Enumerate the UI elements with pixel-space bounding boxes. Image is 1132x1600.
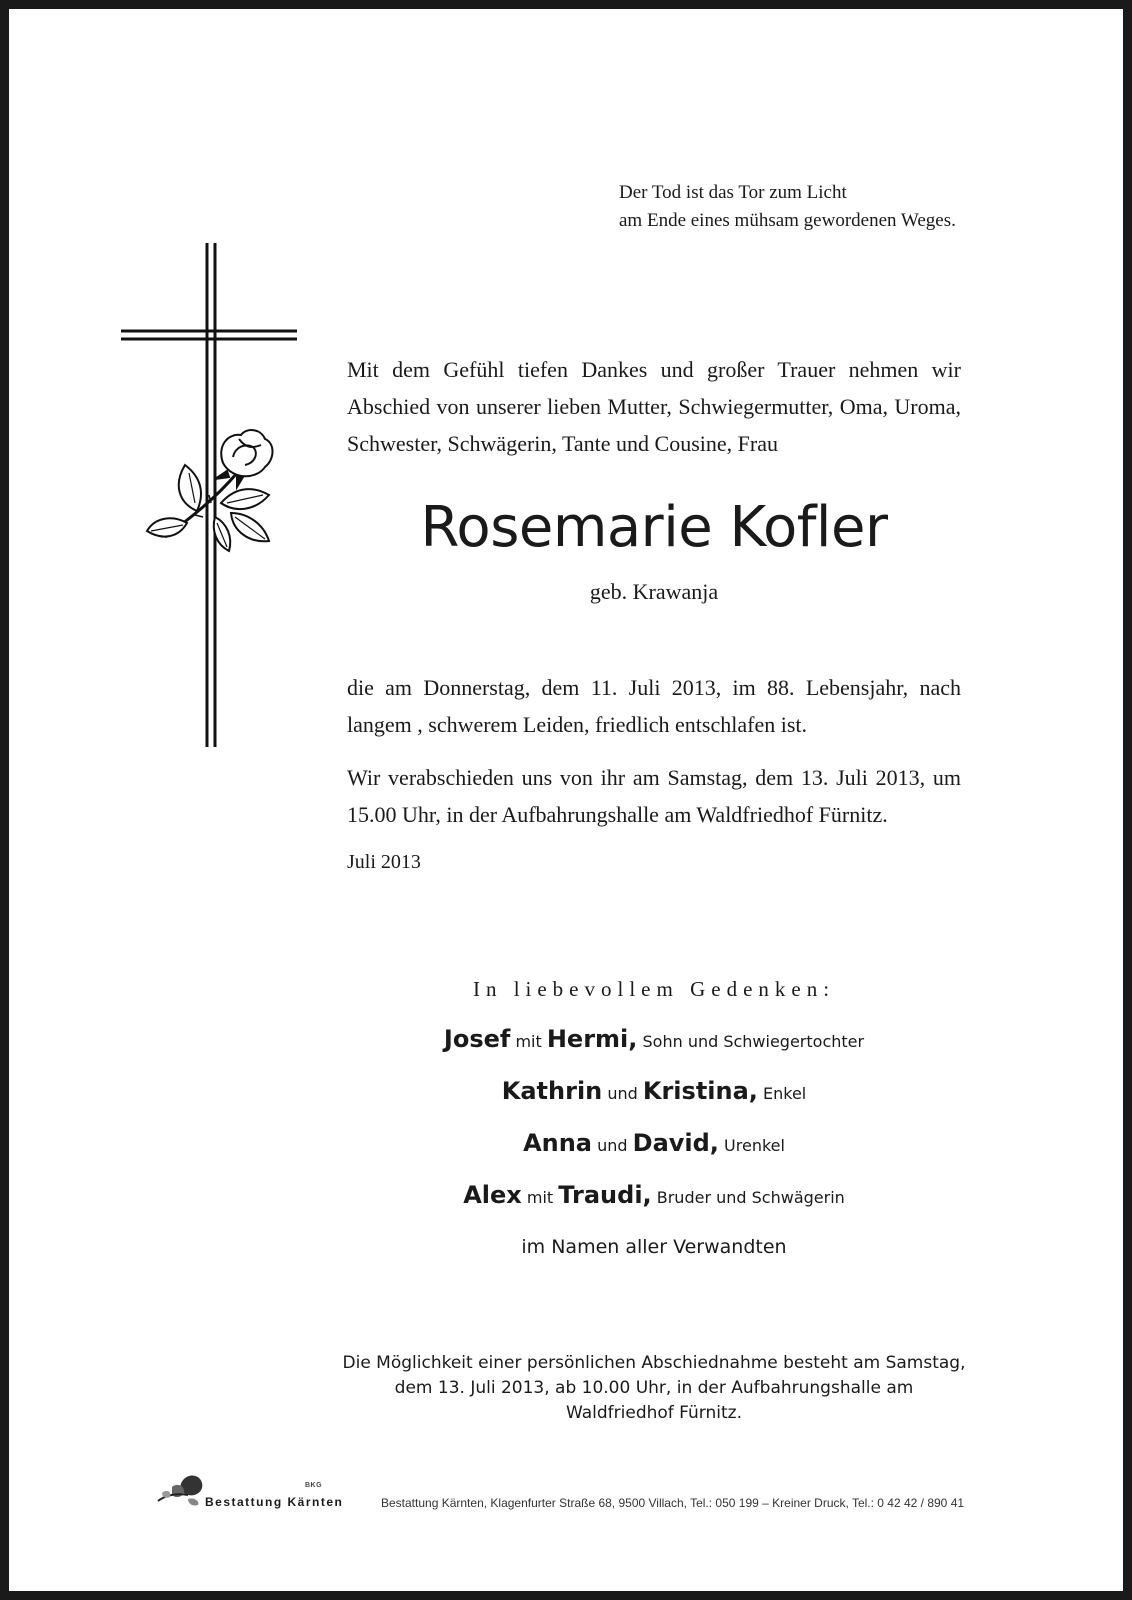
motto-line: am Ende eines mühsam gewordenen Weges. — [619, 210, 956, 231]
mourner-joiner: und — [597, 1136, 628, 1155]
gedenken-heading: In liebevollem Gedenken: — [472, 977, 836, 1001]
cross-with-rose — [119, 241, 309, 758]
mourner-first: Anna — [523, 1129, 593, 1157]
mourner-row — [309, 1175, 999, 1227]
logo-sub: BKG — [305, 1482, 323, 1489]
mourner-second: Kristina, — [642, 1077, 758, 1105]
motto — [619, 179, 956, 235]
mourner-second: David, — [632, 1129, 719, 1157]
viewing-line: Waldfriedhof Fürnitz. — [566, 1403, 742, 1423]
mourner-second: Traudi, — [558, 1181, 652, 1209]
mourner-relation: Sohn und Schwiegertochter — [642, 1032, 865, 1051]
viewing-notice — [309, 1351, 999, 1426]
deceased-name: Rosemarie Kofler — [420, 495, 888, 560]
mourner-relation: Bruder und Schwägerin — [656, 1188, 845, 1207]
mourner-first: Kathrin — [501, 1077, 603, 1105]
mourner-joiner: mit — [515, 1032, 542, 1051]
maiden-name: geb. Krawanja — [589, 579, 719, 604]
mourner-relation: Urenkel — [724, 1136, 785, 1155]
intro-paragraph: Mit dem Gefühl tiefen Dankes und großer Trauer nehmen wir Abschied von unserer lieben Mutter, Schwiegermutter, Oma, Uroma, Schwester, Schwägerin, Tante und Cousine, Frau — [347, 357, 961, 456]
logo-rose-icon — [154, 1471, 206, 1509]
closing-line: im Namen aller Verwandten — [521, 1236, 787, 1258]
death-paragraph: die am Donnerstag, dem 11. Juli 2013, im 88. Lebensjahr, nach langem , schwerem Leiden, friedlich entschlafen ist. — [347, 675, 961, 737]
cross-icon — [119, 241, 309, 753]
mourner-relation: Enkel — [763, 1084, 807, 1103]
mourner-row — [309, 1123, 999, 1175]
mourner-row — [309, 1071, 999, 1123]
logo-name: Bestattung Kärnten — [205, 1495, 344, 1509]
mourner-first: Josef — [443, 1025, 511, 1053]
mourners-list — [309, 1019, 999, 1279]
footer — [149, 1461, 1009, 1511]
mourner-row — [309, 1019, 999, 1071]
viewing-line: Die Möglichkeit einer persönlichen Abschiednahme besteht am Samstag, — [342, 1353, 966, 1373]
viewing-line: dem 13. Juli 2013, ab 10.00 Uhr, in der Aufbahrungshalle am — [394, 1378, 914, 1398]
mourner-first: Alex — [463, 1181, 522, 1209]
footer-contact: Bestattung Kärnten, Klagenfurter Straße 68, 9500 Villach, Tel.: 050 199 – Kreiner Druck, Tel.: 0 42 42 / 890 41 — [381, 1496, 965, 1510]
mourner-joiner: und — [607, 1084, 638, 1103]
rose-icon — [147, 430, 273, 551]
mourner-second: Hermi, — [546, 1025, 638, 1053]
notice-date: Juli 2013 — [347, 851, 421, 873]
farewell-paragraph: Wir verabschieden uns von ihr am Samstag, dem 13. Juli 2013, um 15.00 Uhr, in der Aufbahrungshalle am Waldfriedhof Fürnitz. — [347, 765, 961, 827]
mourner-joiner: mit — [526, 1188, 554, 1207]
motto-line: Der Tod ist das Tor zum Licht — [619, 182, 847, 203]
